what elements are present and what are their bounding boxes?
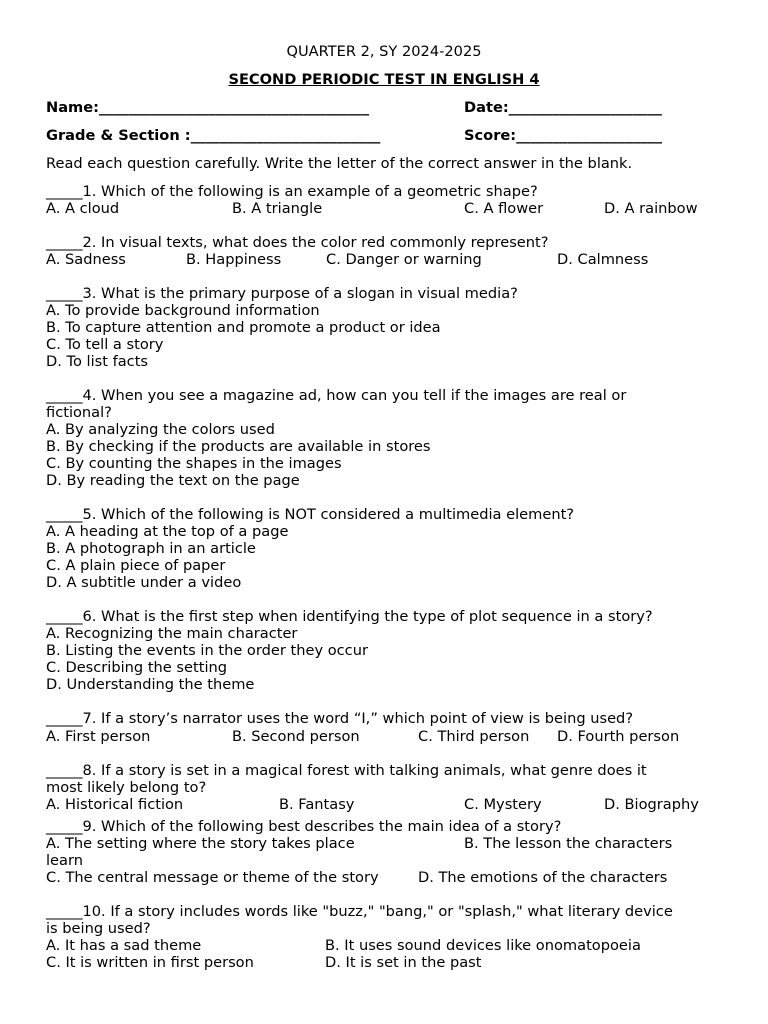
q10-option-a: A. It has a sad theme — [46, 937, 202, 954]
name-field[interactable]: Name:_____________________________________ — [46, 99, 369, 116]
q9-option-d: D. The emotions of the characters — [418, 869, 668, 886]
q7-option-a: A. First person — [46, 728, 151, 745]
q1-option-d: D. A rainbow — [604, 200, 698, 217]
q8-option-c: C. Mystery — [464, 796, 542, 813]
q1-option-c: C. A flower — [464, 200, 544, 217]
q1-option-a: A. A cloud — [46, 200, 120, 217]
test-title: SECOND PERIODIC TEST IN ENGLISH 4 — [228, 71, 540, 88]
question-6: _____6. What is the first step when identifying the type of plot sequence in a story? — [46, 608, 653, 625]
question-10: _____10. If a story includes words like "buzz," "bang," or "splash," what literary device — [46, 903, 673, 920]
question-4: _____4. When you see a magazine ad, how can you tell if the images are real or — [46, 387, 627, 404]
question-5: _____5. Which of the following is NOT considered a multimedia element? — [46, 506, 575, 523]
q6-option-b: B. Listing the events in the order they occur — [46, 642, 368, 659]
q6-option-a: A. Recognizing the main character — [46, 625, 298, 642]
q7-option-c: C. Third person — [418, 728, 530, 745]
q4-option-c: C. By counting the shapes in the images — [46, 455, 342, 472]
question-10-continued: is being used? — [46, 920, 151, 937]
q5-option-c: C. A plain piece of paper — [46, 557, 226, 574]
question-8-continued: most likely belong to? — [46, 779, 207, 796]
q5-option-d: D. A subtitle under a video — [46, 574, 242, 591]
q2-option-c: C. Danger or warning — [326, 251, 482, 268]
q5-option-b: B. A photograph in an article — [46, 540, 256, 557]
q4-option-b: B. By checking if the products are available in stores — [46, 438, 431, 455]
q3-option-c: C. To tell a story — [46, 336, 164, 353]
q3-option-a: A. To provide background information — [46, 302, 320, 319]
q10-option-b: B. It uses sound devices like onomatopoeia — [325, 937, 641, 954]
grade-section-field[interactable]: Grade & Section :__________________________ — [46, 127, 381, 144]
question-7: _____7. If a story’s narrator uses the word “I,” which point of view is being used? — [46, 710, 634, 727]
q3-option-d: D. To list facts — [46, 353, 149, 370]
q8-option-d: D. Biography — [604, 796, 699, 813]
question-4-continued: fictional? — [46, 404, 112, 421]
date-field[interactable]: Date:_____________________ — [464, 99, 662, 116]
question-2: _____2. In visual texts, what does the color red commonly represent? — [46, 234, 549, 251]
q7-option-b: B. Second person — [232, 728, 360, 745]
q1-option-b: B. A triangle — [232, 200, 323, 217]
q4-option-a: A. By analyzing the colors used — [46, 421, 275, 438]
q7-option-d: D. Fourth person — [557, 728, 680, 745]
q9-option-a: A. The setting where the story takes place — [46, 835, 355, 852]
q10-option-c: C. It is written in first person — [46, 954, 254, 971]
question-9: _____9. Which of the following best describes the main idea of a story? — [46, 818, 562, 835]
q10-option-d: D. It is set in the past — [325, 954, 482, 971]
question-3: _____3. What is the primary purpose of a slogan in visual media? — [46, 285, 518, 302]
score-field[interactable]: Score:____________________ — [464, 127, 663, 144]
q2-option-a: A. Sadness — [46, 251, 126, 268]
q6-option-c: C. Describing the setting — [46, 659, 228, 676]
question-8: _____8. If a story is set in a magical forest with talking animals, what genre does it — [46, 762, 647, 779]
q5-option-a: A. A heading at the top of a page — [46, 523, 289, 540]
q3-option-b: B. To capture attention and promote a product or idea — [46, 319, 441, 336]
q9-option-b: B. The lesson the characters — [464, 835, 673, 852]
q9-option-c: C. The central message or theme of the story — [46, 869, 379, 886]
q2-option-d: D. Calmness — [557, 251, 649, 268]
instructions: Read each question carefully. Write the letter of the correct answer in the blank. — [46, 155, 633, 172]
quarter-heading: QUARTER 2, SY 2024-2025 — [286, 43, 482, 60]
q6-option-d: D. Understanding the theme — [46, 676, 255, 693]
q9-option-b-continued: learn — [46, 852, 83, 869]
question-1: _____1. Which of the following is an example of a geometric shape? — [46, 183, 538, 200]
q4-option-d: D. By reading the text on the page — [46, 472, 300, 489]
q8-option-a: A. Historical fiction — [46, 796, 184, 813]
q8-option-b: B. Fantasy — [279, 796, 355, 813]
q2-option-b: B. Happiness — [186, 251, 282, 268]
